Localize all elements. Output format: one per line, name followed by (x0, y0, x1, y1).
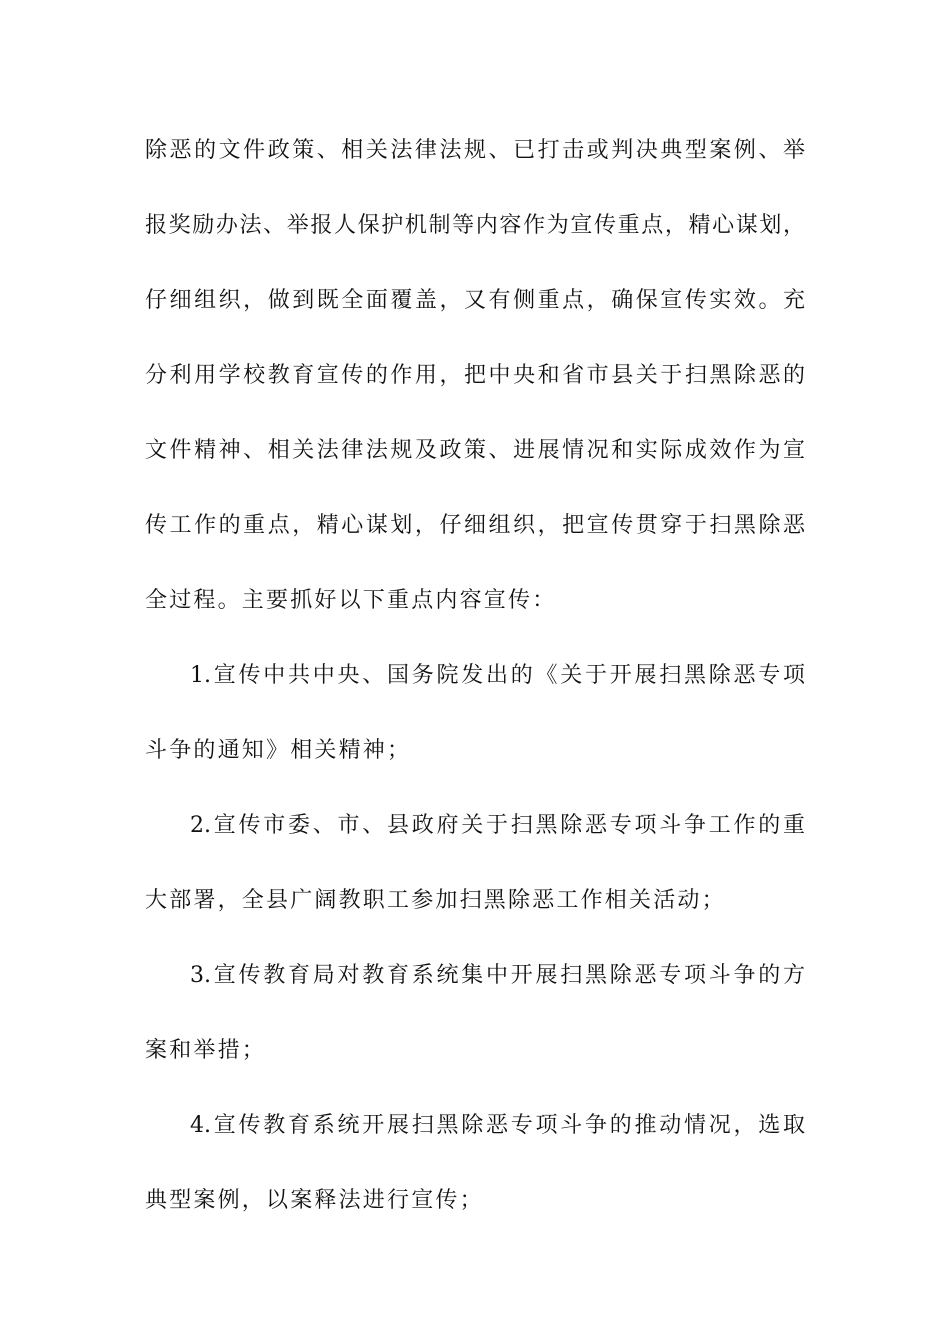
paragraph-line-1: 除恶的文件政策、相关法律法规、已打击或判决典型案例、举 (145, 138, 805, 163)
paragraph-line-4: 分利用学校教育宣传的作用，把中央和省市县关于扫黑除恶的 (145, 363, 805, 388)
paragraph-line-5: 文件精神、相关法律法规及政策、进展情况和实际成效作为宣 (145, 438, 805, 463)
list-item-2-line-1: 2.宣传市委、市、县政府关于扫黑除恶专项斗争工作的重 (190, 813, 805, 838)
list-item-4-line-1: 4.宣传教育系统开展扫黑除恶专项斗争的推动情况，选取 (190, 1113, 805, 1138)
paragraph-line-3: 仔细组织，做到既全面覆盖，又有侧重点，确保宣传实效。充 (145, 288, 805, 313)
paragraph-line-2: 报奖励办法、举报人保护机制等内容作为宣传重点，精心谋划， (145, 213, 805, 238)
paragraph-line-6: 传工作的重点，精心谋划，仔细组织，把宣传贯穿于扫黑除恶 (145, 513, 805, 538)
list-item-3-line-1: 3.宣传教育局对教育系统集中开展扫黑除恶专项斗争的方 (190, 963, 805, 988)
list-item-4-line-2: 典型案例，以案释法进行宣传； (145, 1188, 484, 1213)
list-item-1-line-2: 斗争的通知》相关精神； (145, 738, 412, 763)
list-item-3-line-2: 案和举措； (145, 1038, 267, 1063)
list-item-2-line-2: 大部署，全县广阔教职工参加扫黑除恶工作相关活动； (145, 888, 726, 913)
paragraph-line-7: 全过程。主要抓好以下重点内容宣传： (145, 588, 557, 613)
list-item-1-line-1: 1.宣传中共中央、国务院发出的《关于开展扫黑除恶专项 (190, 663, 805, 688)
